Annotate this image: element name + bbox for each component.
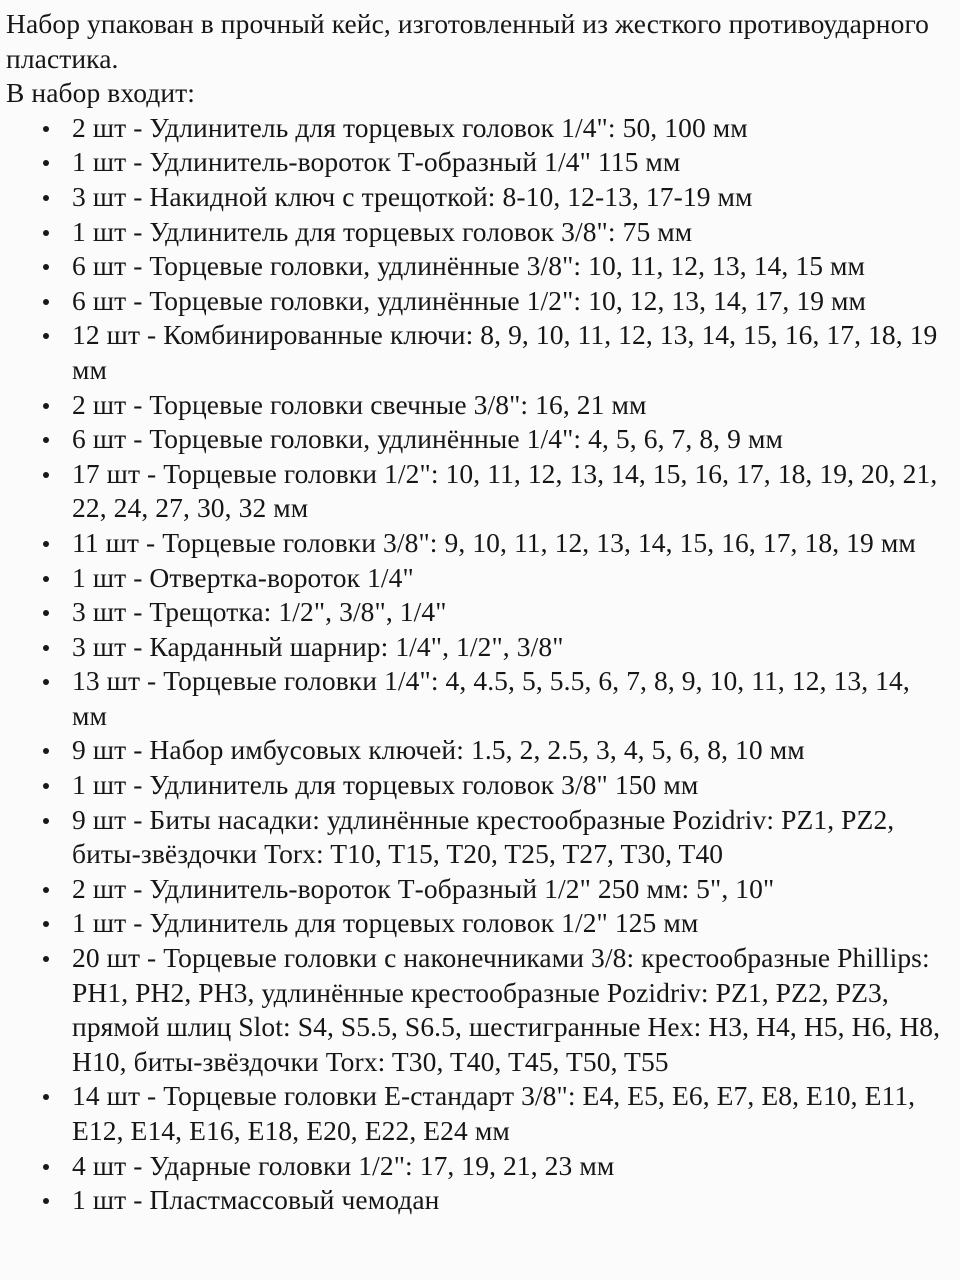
bullet-icon: [43, 610, 49, 616]
bullet-icon: [43, 1164, 49, 1170]
bullet-icon: [43, 299, 49, 305]
bullet-icon: [43, 230, 49, 236]
list-item: [6, 388, 950, 423]
bullet-icon: [43, 403, 49, 409]
list-item: [6, 595, 950, 630]
bullet-icon: [43, 783, 49, 789]
list-item: [6, 1149, 950, 1184]
list-item-text: 6 шт - Торцевые головки, удлинённые 1/2": 10, 12, 13, 14, 17, 19 мм: [72, 284, 867, 316]
list-item-text: 11 шт - Торцевые головки 3/8": 9, 10, 11, 12, 13, 14, 15, 16, 17, 18, 19 мм: [72, 526, 916, 558]
list-item-text: 9 шт - Биты насадки: удлинённые крестообразные Pozidriv: PZ1, PZ2, биты-звёздочки Torx: T10, T15, T20, T25, T27, T30, T40: [72, 803, 895, 870]
list-item-text: 13 шт - Торцевые головки 1/4": 4, 4.5, 5, 5.5, 6, 7, 8, 9, 10, 11, 12, 13, 14, мм: [72, 665, 910, 731]
list-item-text: 4 шт - Ударные головки 1/2": 17, 19, 21, 23 мм: [72, 1149, 615, 1181]
list-item: [6, 768, 950, 803]
list-item-text: 3 шт - Трещотка: 1/2", 3/8", 1/4": [72, 596, 447, 628]
list-item-text: 3 шт - Накидной ключ с трещоткой: 8-10, 12-13, 17-19 мм: [72, 180, 753, 212]
bullet-icon: [43, 333, 49, 339]
list-item-text: 2 шт - Удлинитель для торцевых головок 1/4": 50, 100 мм: [72, 111, 748, 143]
bullet-icon: [43, 1094, 49, 1100]
bullet-icon: [43, 541, 49, 547]
list-item: [6, 249, 950, 284]
list-item-text: 6 шт - Торцевые головки, удлинённые 1/4": 4, 5, 6, 7, 8, 9 мм: [72, 423, 783, 455]
list-item: [6, 180, 950, 215]
list-item: [6, 906, 950, 941]
list-item: [6, 422, 950, 457]
list-item: [6, 526, 950, 561]
list-item: [6, 733, 950, 768]
list-item-text: 12 шт - Комбинированные ключи: 8, 9, 10, 11, 12, 13, 14, 15, 16, 17, 18, 19 мм: [72, 319, 938, 385]
list-item: [6, 111, 950, 146]
list-item: [6, 803, 950, 872]
list-item: [6, 145, 950, 180]
list-item: [6, 215, 950, 250]
bullet-icon: [43, 818, 49, 824]
list-item-text: 1 шт - Удлинитель для торцевых головок 3/8" 150 мм: [72, 769, 699, 801]
list-item-text: 2 шт - Удлинитель-вороток Т-образный 1/2" 250 мм: 5", 10": [72, 872, 775, 904]
bullet-icon: [43, 887, 49, 893]
bullet-icon: [43, 1198, 49, 1204]
list-item-text: 20 шт - Торцевые головки с наконечниками 3/8: крестообразные Phillips: PH1, PH2, PH3, удлинённые крестообразные Pozidriv: PZ1, PZ2, PZ3, прямой шлиц Slot: S4, S5.5, S6.5, шестигранные Hex: H3, H4, H5, H6, H8, H10, биты-звёздочки Torx: T30, T40, T45, T50, T55: [72, 942, 941, 1077]
list-item: [6, 284, 950, 319]
list-item: [6, 872, 950, 907]
bullet-icon: [43, 126, 49, 132]
list-item: [6, 1079, 950, 1148]
list-item: [6, 457, 950, 526]
list-item: [6, 941, 950, 1079]
bullet-icon: [43, 645, 49, 651]
list-item-text: 6 шт - Торцевые головки, удлинённые 3/8": 10, 11, 12, 13, 14, 15 мм: [72, 250, 866, 282]
intro-paragraph: Набор упакован в прочный кейс, изготовленный из жесткого противоударного пластика.: [6, 8, 929, 74]
list-item-text: 17 шт - Торцевые головки 1/2": 10, 11, 12, 13, 14, 15, 16, 17, 18, 19, 20, 21, 22, 24, 27, 30, 32 мм: [72, 457, 938, 524]
bullet-icon: [43, 264, 49, 270]
list-item-text: 3 шт - Карданный шарнир: 1/4", 1/2", 3/8": [72, 630, 564, 662]
list-item: [6, 318, 950, 387]
list-heading: В набор входит:: [6, 77, 196, 109]
bullet-icon: [43, 472, 49, 478]
list-item-text: 1 шт - Отвертка-вороток 1/4": [72, 561, 414, 593]
list-item-text: 1 шт - Удлинитель для торцевых головок 3/8": 75 мм: [72, 215, 693, 247]
list-item-text: 1 шт - Удлинитель-вороток Т-образный 1/4" 115 мм: [72, 146, 681, 178]
list-item-text: 1 шт - Удлинитель для торцевых головок 1/2" 125 мм: [72, 907, 699, 939]
bullet-icon: [43, 437, 49, 443]
list-item-text: 1 шт - Пластмассовый чемодан: [72, 1184, 440, 1216]
list-item-text: 14 шт - Торцевые головки Е-стандарт 3/8": E4, E5, E6, E7, E8, E10, E11, E12, E14, E16, E18, E20, E22, E24 мм: [72, 1080, 916, 1146]
list-item: [6, 1183, 950, 1218]
bullet-icon: [43, 679, 49, 685]
bullet-icon: [43, 160, 49, 166]
list-item-text: 9 шт - Набор имбусовых ключей: 1.5, 2, 2.5, 3, 4, 5, 6, 8, 10 мм: [72, 734, 805, 766]
bullet-icon: [43, 921, 49, 927]
list-item: [6, 561, 950, 596]
bullet-icon: [43, 956, 49, 962]
bullet-icon: [43, 576, 49, 582]
bullet-icon: [43, 748, 49, 754]
list-item-text: 2 шт - Торцевые головки свечные 3/8": 16, 21 мм: [72, 388, 647, 420]
list-item: [6, 664, 950, 733]
list-item: [6, 630, 950, 665]
contents-list: [6, 111, 950, 1218]
bullet-icon: [43, 195, 49, 201]
